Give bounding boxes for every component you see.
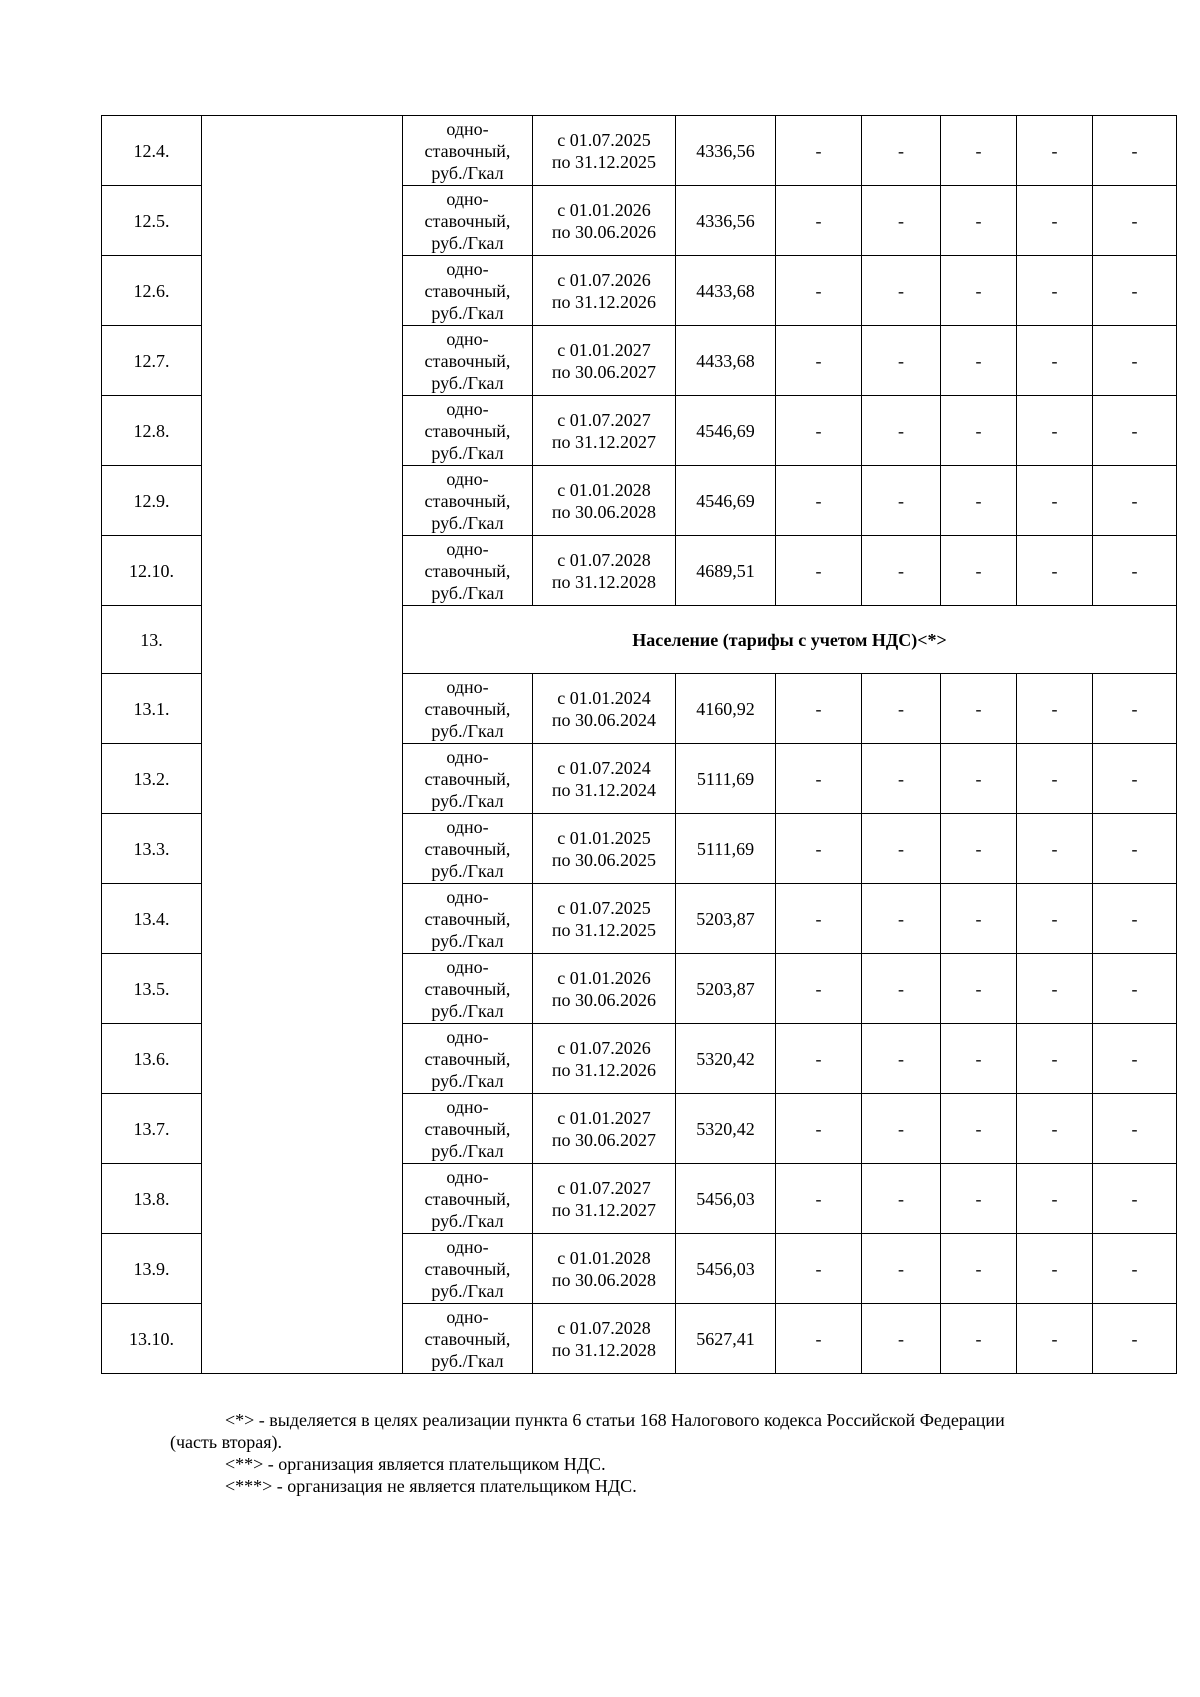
empty-dash: - [941, 674, 1017, 744]
empty-dash: - [862, 1234, 941, 1304]
rate-type-line: ставочный, [424, 140, 511, 161]
tariff-value: 5111,69 [676, 744, 776, 814]
empty-dash: - [1017, 814, 1093, 884]
empty-dash: - [941, 1164, 1017, 1234]
period-from: с 01.01.2027 [557, 339, 651, 360]
empty-dash: - [1017, 186, 1093, 256]
tariff-value: 5456,03 [676, 1164, 776, 1234]
rate-type-line: руб./Гкал [431, 442, 504, 463]
empty-dash: - [776, 396, 862, 466]
period-to: по 30.06.2026 [551, 221, 657, 242]
table-row [102, 116, 1177, 186]
empty-dash: - [1017, 1164, 1093, 1234]
rate-type-line: руб./Гкал [431, 1140, 504, 1161]
empty-dash: - [776, 884, 862, 954]
table-body [102, 116, 1177, 1374]
period-from: с 01.07.2024 [557, 757, 651, 778]
period-from: с 01.07.2026 [557, 1037, 651, 1058]
empty-dash: - [941, 396, 1017, 466]
tariff-value: 5456,03 [676, 1234, 776, 1304]
empty-dash: - [941, 814, 1017, 884]
empty-dash: - [776, 1024, 862, 1094]
period-from: с 01.07.2028 [557, 549, 651, 570]
row-number: 13.4. [102, 884, 202, 954]
period-from: с 01.07.2025 [557, 897, 651, 918]
rate-type-line: ставочный, [424, 838, 511, 859]
empty-dash: - [941, 186, 1017, 256]
rate-type-line: руб./Гкал [431, 1210, 504, 1231]
empty-dash: - [862, 744, 941, 814]
empty-dash: - [941, 884, 1017, 954]
period [533, 884, 676, 954]
rate-type [403, 884, 533, 954]
organization-cell [202, 116, 403, 1374]
period-from: с 01.01.2026 [557, 199, 651, 220]
empty-dash: - [862, 326, 941, 396]
rate-type [403, 1304, 533, 1374]
period-to: по 31.12.2028 [551, 1339, 657, 1360]
period [533, 396, 676, 466]
period-to: по 31.12.2026 [551, 1059, 657, 1080]
rate-type-line: руб./Гкал [431, 790, 504, 811]
empty-dash: - [1017, 744, 1093, 814]
tariff-value: 5320,42 [676, 1094, 776, 1164]
row-number: 13.2. [102, 744, 202, 814]
empty-dash: - [776, 116, 862, 186]
period-from: с 01.01.2024 [557, 687, 651, 708]
period-to: по 30.06.2027 [551, 361, 657, 382]
row-number: 13.10. [102, 1304, 202, 1374]
period [533, 326, 676, 396]
empty-dash: - [1093, 466, 1177, 536]
tariff-value: 5627,41 [676, 1304, 776, 1374]
period-from: с 01.07.2026 [557, 269, 651, 290]
period-from: с 01.01.2027 [557, 1107, 651, 1128]
row-number: 13.8. [102, 1164, 202, 1234]
empty-dash: - [1093, 1164, 1177, 1234]
rate-type-line: руб./Гкал [431, 720, 504, 741]
rate-type [403, 744, 533, 814]
period-to: по 31.12.2027 [551, 431, 657, 452]
rate-type [403, 1024, 533, 1094]
tariff-value: 5203,87 [676, 954, 776, 1024]
rate-type [403, 326, 533, 396]
tariff-value: 5203,87 [676, 884, 776, 954]
empty-dash: - [941, 466, 1017, 536]
period-to: по 30.06.2027 [551, 1129, 657, 1150]
period-to: по 31.12.2028 [551, 571, 657, 592]
period [533, 186, 676, 256]
empty-dash: - [941, 1234, 1017, 1304]
rate-type-line: ставочный, [424, 420, 511, 441]
period [533, 1094, 676, 1164]
period [533, 744, 676, 814]
period-to: по 30.06.2028 [551, 1269, 657, 1290]
tariff-value: 4160,92 [676, 674, 776, 744]
rate-type-line: одно- [446, 1306, 489, 1327]
empty-dash: - [1093, 1094, 1177, 1164]
empty-dash: - [862, 814, 941, 884]
period-to: по 30.06.2028 [551, 501, 657, 522]
empty-dash: - [1017, 466, 1093, 536]
empty-dash: - [1017, 674, 1093, 744]
empty-dash: - [941, 954, 1017, 1024]
rate-type-line: одно- [446, 956, 489, 977]
empty-dash: - [776, 256, 862, 326]
tariff-value: 4546,69 [676, 466, 776, 536]
period-to: по 31.12.2024 [551, 779, 657, 800]
period-to: по 31.12.2025 [551, 151, 657, 172]
rate-type-line: ставочный, [424, 1258, 511, 1279]
section-title: Население (тарифы с учетом НДС)<*> [403, 606, 1177, 674]
empty-dash: - [862, 466, 941, 536]
rate-type-line: руб./Гкал [431, 1070, 504, 1091]
period [533, 1024, 676, 1094]
rate-type-line: ставочный, [424, 1328, 511, 1349]
empty-dash: - [941, 744, 1017, 814]
empty-dash: - [1017, 1094, 1093, 1164]
rate-type-line: ставочный, [424, 908, 511, 929]
section-number: 13. [102, 606, 202, 674]
rate-type-line: одно- [446, 538, 489, 559]
rate-type [403, 1094, 533, 1164]
footnote-2: <**> - организация является плательщиком НДС. [225, 1454, 606, 1474]
rate-type-line: ставочный, [424, 1188, 511, 1209]
rate-type [403, 954, 533, 1024]
empty-dash: - [941, 536, 1017, 606]
rate-type [403, 536, 533, 606]
footnotes [170, 1409, 1133, 1497]
empty-dash: - [862, 536, 941, 606]
rate-type-line: ставочный, [424, 280, 511, 301]
empty-dash: - [862, 884, 941, 954]
empty-dash: - [776, 536, 862, 606]
empty-dash: - [1093, 1304, 1177, 1374]
row-number: 12.8. [102, 396, 202, 466]
empty-dash: - [941, 1024, 1017, 1094]
rate-type-line: руб./Гкал [431, 512, 504, 533]
rate-type-line: руб./Гкал [431, 930, 504, 951]
footnote-3: <***> - организация не является плательщиком НДС. [225, 1476, 637, 1496]
empty-dash: - [776, 1234, 862, 1304]
period [533, 466, 676, 536]
tariff-value: 4689,51 [676, 536, 776, 606]
empty-dash: - [941, 1094, 1017, 1164]
empty-dash: - [776, 1094, 862, 1164]
row-number: 13.7. [102, 1094, 202, 1164]
period [533, 954, 676, 1024]
empty-dash: - [862, 256, 941, 326]
rate-type-line: руб./Гкал [431, 162, 504, 183]
period [533, 116, 676, 186]
empty-dash: - [1093, 814, 1177, 884]
rate-type-line: ставочный, [424, 978, 511, 999]
rate-type-line: одно- [446, 1166, 489, 1187]
empty-dash: - [776, 186, 862, 256]
empty-dash: - [941, 326, 1017, 396]
rate-type-line: одно- [446, 328, 489, 349]
empty-dash: - [776, 814, 862, 884]
tariff-value: 4546,69 [676, 396, 776, 466]
rate-type-line: одно- [446, 886, 489, 907]
row-number: 12.6. [102, 256, 202, 326]
rate-type [403, 186, 533, 256]
empty-dash: - [776, 744, 862, 814]
period-from: с 01.01.2028 [557, 1247, 651, 1268]
empty-dash: - [1093, 1234, 1177, 1304]
empty-dash: - [941, 1304, 1017, 1374]
empty-dash: - [1093, 1024, 1177, 1094]
rate-type-line: ставочный, [424, 1048, 511, 1069]
tariff-value: 5320,42 [676, 1024, 776, 1094]
empty-dash: - [862, 1164, 941, 1234]
rate-type-line: ставочный, [424, 560, 511, 581]
rate-type-line: руб./Гкал [431, 232, 504, 253]
empty-dash: - [862, 116, 941, 186]
period [533, 1304, 676, 1374]
rate-type-line: ставочный, [424, 1118, 511, 1139]
footnote-1-line-1: <*> - выделяется в целях реализации пункта 6 статьи 168 Налогового кодекса Российской Федерации [225, 1410, 1005, 1430]
row-number: 12.9. [102, 466, 202, 536]
rate-type-line: руб./Гкал [431, 1280, 504, 1301]
empty-dash: - [1017, 1024, 1093, 1094]
rate-type [403, 466, 533, 536]
row-number: 13.9. [102, 1234, 202, 1304]
empty-dash: - [1017, 326, 1093, 396]
empty-dash: - [1093, 884, 1177, 954]
row-number: 12.7. [102, 326, 202, 396]
rate-type [403, 1164, 533, 1234]
period [533, 256, 676, 326]
empty-dash: - [776, 1304, 862, 1374]
empty-dash: - [1017, 1304, 1093, 1374]
period-to: по 30.06.2024 [551, 709, 657, 730]
rate-type [403, 116, 533, 186]
period-from: с 01.07.2025 [557, 129, 651, 150]
empty-dash: - [862, 1094, 941, 1164]
rate-type-line: руб./Гкал [431, 1000, 504, 1021]
rate-type-line: ставочный, [424, 490, 511, 511]
rate-type-line: руб./Гкал [431, 860, 504, 881]
tariff-table [101, 115, 1177, 1374]
empty-dash: - [1017, 116, 1093, 186]
period [533, 1164, 676, 1234]
empty-dash: - [776, 674, 862, 744]
row-number: 12.10. [102, 536, 202, 606]
period [533, 814, 676, 884]
tariff-value: 4336,56 [676, 116, 776, 186]
rate-type-line: одно- [446, 1236, 489, 1257]
rate-type-line: одно- [446, 398, 489, 419]
tariff-value: 5111,69 [676, 814, 776, 884]
rate-type [403, 256, 533, 326]
rate-type [403, 674, 533, 744]
empty-dash: - [1093, 536, 1177, 606]
tariff-value: 4336,56 [676, 186, 776, 256]
period [533, 1234, 676, 1304]
rate-type-line: одно- [446, 746, 489, 767]
rate-type-line: руб./Гкал [431, 372, 504, 393]
empty-dash: - [1093, 186, 1177, 256]
period-to: по 31.12.2026 [551, 291, 657, 312]
empty-dash: - [862, 954, 941, 1024]
period-to: по 30.06.2026 [551, 989, 657, 1010]
period-to: по 31.12.2025 [551, 919, 657, 940]
empty-dash: - [776, 326, 862, 396]
tariff-value: 4433,68 [676, 256, 776, 326]
rate-type-line: руб./Гкал [431, 1350, 504, 1371]
empty-dash: - [1093, 116, 1177, 186]
period-from: с 01.07.2027 [557, 1177, 651, 1198]
period-to: по 30.06.2025 [551, 849, 657, 870]
empty-dash: - [1093, 326, 1177, 396]
rate-type-line: ставочный, [424, 350, 511, 371]
empty-dash: - [1017, 884, 1093, 954]
rate-type [403, 814, 533, 884]
row-number: 13.5. [102, 954, 202, 1024]
rate-type-line: руб./Гкал [431, 302, 504, 323]
period [533, 674, 676, 744]
empty-dash: - [1093, 954, 1177, 1024]
rate-type [403, 1234, 533, 1304]
rate-type-line: руб./Гкал [431, 582, 504, 603]
row-number: 13.3. [102, 814, 202, 884]
tariff-value: 4433,68 [676, 326, 776, 396]
empty-dash: - [862, 1024, 941, 1094]
rate-type-line: ставочный, [424, 210, 511, 231]
rate-type-line: одно- [446, 118, 489, 139]
period-from: с 01.07.2027 [557, 409, 651, 430]
period-from: с 01.01.2026 [557, 967, 651, 988]
empty-dash: - [862, 186, 941, 256]
period-from: с 01.01.2028 [557, 479, 651, 500]
empty-dash: - [862, 396, 941, 466]
rate-type-line: одно- [446, 188, 489, 209]
empty-dash: - [776, 954, 862, 1024]
row-number: 13.6. [102, 1024, 202, 1094]
empty-dash: - [1093, 674, 1177, 744]
empty-dash: - [1017, 396, 1093, 466]
empty-dash: - [776, 466, 862, 536]
empty-dash: - [1093, 256, 1177, 326]
empty-dash: - [862, 1304, 941, 1374]
empty-dash: - [1017, 1234, 1093, 1304]
empty-dash: - [1017, 536, 1093, 606]
period [533, 536, 676, 606]
footnote-1-line-2: (часть вторая). [170, 1432, 283, 1452]
rate-type-line: ставочный, [424, 768, 511, 789]
period-from: с 01.01.2025 [557, 827, 651, 848]
rate-type-line: одно- [446, 1096, 489, 1117]
empty-dash: - [941, 256, 1017, 326]
empty-dash: - [1017, 954, 1093, 1024]
empty-dash: - [1093, 396, 1177, 466]
rate-type-line: одно- [446, 468, 489, 489]
rate-type-line: одно- [446, 816, 489, 837]
row-number: 12.4. [102, 116, 202, 186]
period-from: с 01.07.2028 [557, 1317, 651, 1338]
empty-dash: - [776, 1164, 862, 1234]
empty-dash: - [1093, 744, 1177, 814]
rate-type-line: одно- [446, 676, 489, 697]
rate-type [403, 396, 533, 466]
period-to: по 31.12.2027 [551, 1199, 657, 1220]
rate-type-line: ставочный, [424, 698, 511, 719]
empty-dash: - [862, 674, 941, 744]
row-number: 12.5. [102, 186, 202, 256]
rate-type-line: одно- [446, 1026, 489, 1047]
empty-dash: - [941, 116, 1017, 186]
empty-dash: - [1017, 256, 1093, 326]
rate-type-line: одно- [446, 258, 489, 279]
row-number: 13.1. [102, 674, 202, 744]
